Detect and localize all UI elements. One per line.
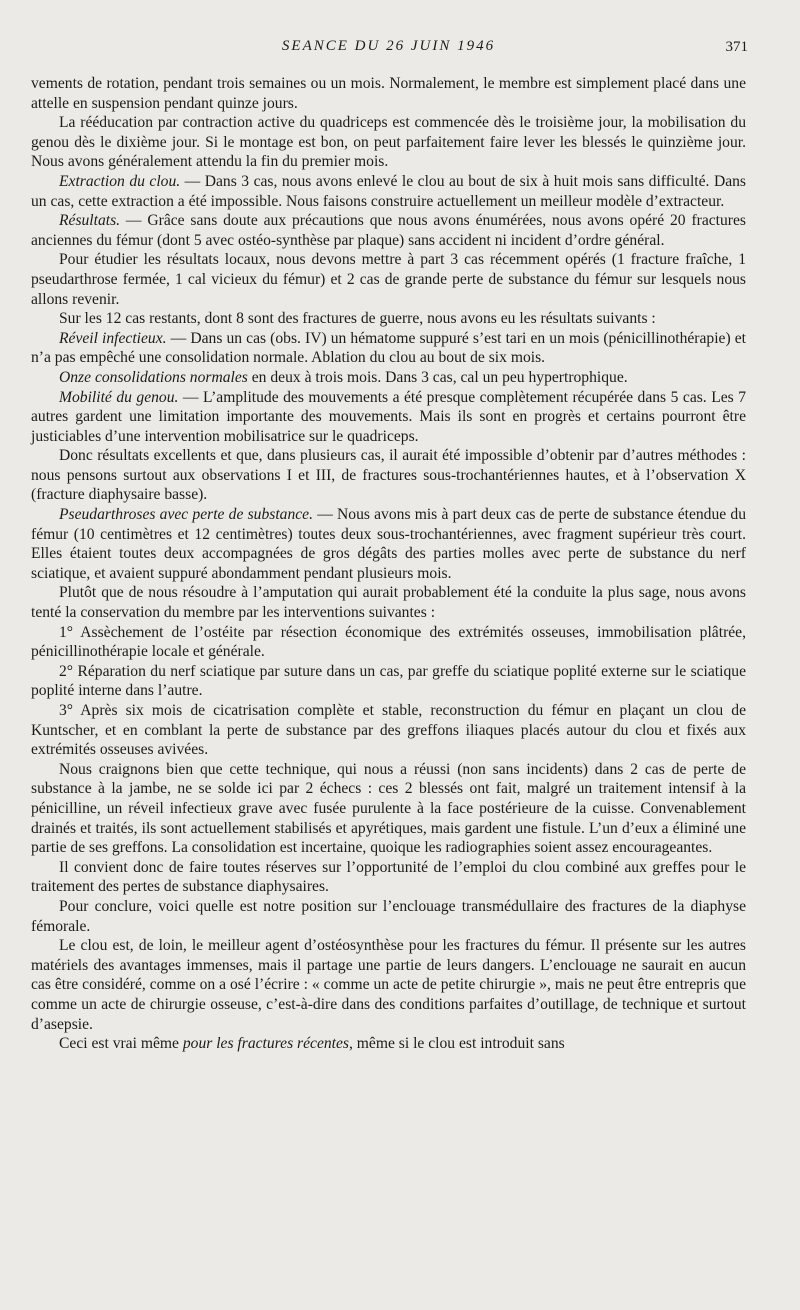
section-heading: Pseudarthroses avec perte de substance. <box>59 506 313 524</box>
paragraph: Mobilité du genou. — L’amplitude des mouvements a été presque complètement récupérée dans 5 cas. Les 7 autres gardent une limitation importante des mouvements. Mais ils sont en progrès et certains pourront être justiciables d’une intervention mobilisatrice sur le quadriceps. <box>31 388 746 445</box>
paragraph: Il convient donc de faire toutes réserves sur l’opportunité de l’emploi du clou combiné aux greffes pour le traitement des pertes de substance diaphysaires. <box>31 858 746 896</box>
list-item: 2° Réparation du nerf sciatique par suture dans un cas, par greffe du sciatique poplité externe sur le sciatique poplité interne dans l’autre. <box>31 662 746 700</box>
paragraph: vements de rotation, pendant trois semaines ou un mois. Normalement, le membre est simplement placé dans une attelle en suspension pendant quinze jours. <box>31 75 746 112</box>
body-text <box>31 74 746 1054</box>
paragraph: Sur les 12 cas restants, dont 8 sont des fractures de guerre, nous avons eu les résultats suivants : <box>59 310 656 328</box>
running-head: SEANCE DU 26 JUIN 1946 <box>281 38 496 54</box>
section-heading: Réveil infectieux. <box>59 329 167 347</box>
paragraph: Pseudarthroses avec perte de substance. — Nous avons mis à part deux cas de perte de substance étendue du fémur (10 centimètres et 12 centimètres) toutes deux sous-trochantériennes, avec fragment supérieur très court. Elles étaient toutes deux accompagnées de gros dégâts des parties molles avec perte de substance du nerf sciatique, et avaient suppuré abondamment pendant plusieurs mois. <box>31 506 747 582</box>
paragraph: Plutôt que de nous résoudre à l’amputation qui aurait probablement été la conduite la plus sage, nous avons tenté la conservation du membre par les interventions suivantes : <box>31 584 746 622</box>
section-heading: Onze consolidations normales <box>59 368 248 386</box>
paragraph: Ceci est vrai même pour les fractures récentes, même si le clou est introduit sans <box>59 1035 565 1053</box>
section-heading: Résultats. <box>59 212 121 230</box>
paragraph: Onze consolidations normales en deux à trois mois. Dans 3 cas, cal un peu hypertrophique. <box>59 368 628 386</box>
paragraph: Nous craignons bien que cette technique, qui nous a réussi (non sans incidents) dans 2 cas de perte de substance à la jambe, ne se solde ici par 2 échecs : ces 2 blessés ont fait, malgré un traitement intensif à la pénicilline, un réveil infectieux grave avec fusée purulente à la face postérieure de la cuisse. Convenablement drainés et traités, ils sont actuellement stabilisés et apyrétiques, mais gardent une fistule. L’un d’eux a éliminé une partie de ses greffons. La consolidation est incertaine, quoique les radiographies soient assez encourageantes. <box>31 760 746 857</box>
paragraph: Extraction du clou. — Dans 3 cas, nous avons enlevé le clou au bout de six à huit mois sans difficulté. Dans un cas, cette extraction a été impossible. Nous faisons construire actuellement un meilleur modèle d’extracteur. <box>31 172 746 210</box>
paragraph: Pour étudier les résultats locaux, nous devons mettre à part 3 cas récemment opérés (1 fracture fraîche, 1 pseudarthrose fermée, 1 cal vicieux du fémur) et 2 cas de grande perte de substance du fémur sur lesquels nous allons revenir. <box>31 251 746 308</box>
paragraph: Pour conclure, voici quelle est notre position sur l’enclouage transmédullaire des fractures de la diaphyse fémorale. <box>31 897 746 935</box>
paragraph: Donc résultats excellents et que, dans plusieurs cas, il aurait été impossible d’obtenir par d’autres méthodes : nous pensons surtout aux observations I et III, de fractures sous-trochantériennes hautes, et à l’observation X (fracture diaphysaire basse). <box>31 447 746 504</box>
section-heading: Mobilité du genou. <box>59 388 179 406</box>
paragraph: Réveil infectieux. — Dans un cas (obs. IV) un hématome suppuré s’est tari en un mois (pénicillinothérapie) et n’a pas empêché une consolidation normale. Ablation du clou au bout de six mois. <box>31 329 747 367</box>
list-item: 1° Assèchement de l’ostéite par résection économique des extrémités osseuses, immobilisation plâtrée, pénicillinothérapie locale et générale. <box>31 623 746 661</box>
list-item: 3° Après six mois de cicatrisation complète et stable, reconstruction du fémur en plaçant un clou de Kuntscher, et en comblant la perte de substance par des greffons iliaques placés autour du clou et fixés aux extrémités osseuses avivées. <box>31 702 746 759</box>
paragraph: Le clou est, de loin, le meilleur agent d’ostéosynthèse pour les fractures du fémur. Il présente sur les autres matériels des avantages immenses, mais il partage une partie de leurs dangers. L’enclouage ne saurait en aucun cas être considéré, comme on a osé l’écrire : « comme un acte de petite chirurgie », mais ne peut être entrepris que comme un acte de chirurgie osseuse, c’est-à-dire dans des conditions parfaites d’outillage, de technique et surtout d’asepsie. <box>31 937 746 1033</box>
section-heading: Extraction du clou. <box>59 172 181 190</box>
page-header <box>31 38 746 62</box>
paragraph: La rééducation par contraction active du quadriceps est commencée dès le troisième jour, la mobilisation du genou dès le dixième jour. Si le montage est bon, on peut parfaitement faire lever les blessés le quinzième jour. Nous avons généralement attendu la fin du premier mois. <box>31 114 746 171</box>
paragraph: Résultats. — Grâce sans doute aux précautions que nous avons énumérées, nous avons opéré 20 fractures anciennes du fémur (dont 5 avec ostéo-synthèse par plaque) sans accident ni incident d’ordre général. <box>31 212 746 249</box>
page-number: 371 <box>725 39 748 55</box>
emphasis: pour les fractures récentes <box>182 1035 349 1053</box>
